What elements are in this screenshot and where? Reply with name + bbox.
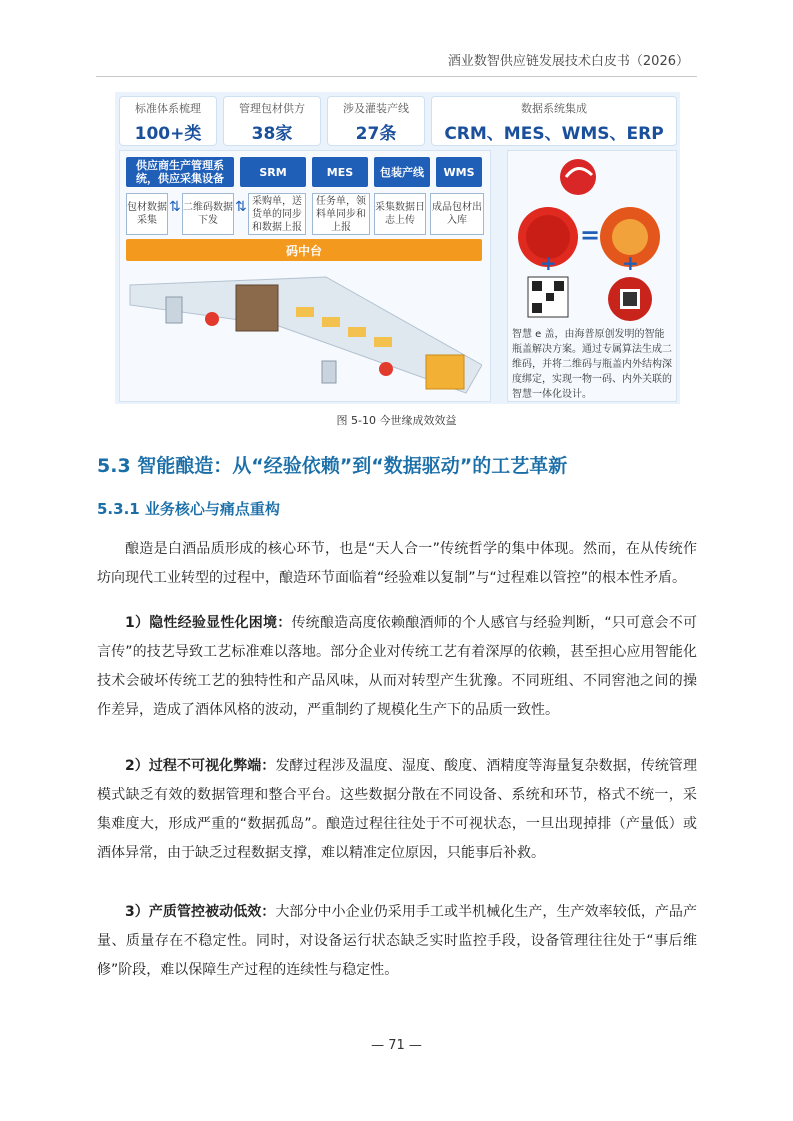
flow-arrow-icon: ⇅: [235, 199, 247, 215]
intro-paragraph: 酿造是白酒品质形成的核心环节，也是“天人合一”传统哲学的集中体现。然而，在从传统作坊向现代工业转型的过程中，酿造环节面临着“经验难以复制”与“过程难以管控”的根本性矛盾。: [97, 541, 697, 586]
stat-value: CRM、MES、WMS、ERP: [444, 124, 664, 144]
paragraph-term: 2）过程不可视化弊端：: [125, 758, 276, 774]
stat-card: [119, 96, 217, 146]
figure-panel: [115, 92, 680, 404]
paragraph-term: 1）隐性经验显性化困境：: [125, 615, 292, 631]
plus-symbol: +: [540, 251, 557, 275]
stat-label: 数据系统集成: [521, 102, 587, 115]
system-box: SRM: [240, 157, 306, 187]
stat-card: [431, 96, 677, 146]
stat-value: 27条: [355, 124, 397, 144]
stat-value: 100+类: [134, 124, 202, 144]
flow-box: 二维码数据下发: [182, 193, 234, 235]
system-box: 包装产线: [374, 157, 430, 187]
cap-description: 智慧 e 盖，由海普原创发明的智能瓶盖解决方案。通过专属算法生成二维码，并将二维码与瓶盖内外结构深度绑定，实现一物一码、内外关联的智慧一体化设计。: [512, 329, 672, 400]
flow-box: 包材数据采集: [126, 193, 168, 235]
figure-caption: 图 5-10 今世缘成效效益: [336, 414, 457, 427]
system-box: WMS: [436, 157, 482, 187]
paragraph-2: [97, 752, 697, 868]
system-architecture-panel: [119, 150, 491, 402]
stat-card: [223, 96, 321, 146]
header-divider: [96, 76, 697, 77]
paragraph-text: 发酵过程涉及温度、湿度、酸度、酒精度等海量复杂数据，传统管理模式缺乏有效的数据管理和整合平台。这些数据分散在不同设备、系统和环节，格式不统一，采集难度大，形成严重的“数据孤岛”。酿造过程往往处于不可视状态，一旦出现掉排（产量低）或酒体异常，由于缺乏过程数据支撑，难以精准定位原因，只能事后补救。: [97, 758, 697, 861]
system-box: MES: [312, 157, 368, 187]
flow-box: 采集数据日志上传: [374, 193, 426, 235]
code-platform-bar: 码中台: [126, 239, 482, 261]
running-header: 酒业数智供应链发展技术白皮书（2026）: [447, 54, 689, 69]
stat-label: 标准体系梳理: [135, 102, 201, 115]
paragraph-text: 大部分中小企业仍采用手工或半机械化生产，生产效率较低，产品产量、质量存在不稳定性。同时，对设备运行状态缺乏实时监控手段，设备管理往往处于“事后维修”阶段，难以保障生产过程的连续性与稳定性。: [97, 904, 697, 978]
paragraph-3: [97, 898, 697, 985]
stat-card: [327, 96, 425, 146]
flow-box: 任务单，领料单同步和上报: [312, 193, 370, 235]
system-box: 供应商生产管理系统，供应采集设备: [126, 157, 234, 187]
subsection-heading: 5.3.1 业务核心与痛点重构: [97, 500, 280, 518]
paragraph-1: [97, 609, 697, 725]
stat-value: 38家: [251, 124, 293, 144]
flow-box: 成品包材出入库: [430, 193, 484, 235]
stat-label: 涉及灌装产线: [343, 102, 409, 115]
paragraph-term: 3）产质管控被动低效：: [125, 904, 276, 920]
equals-symbol: =: [580, 221, 601, 249]
section-heading: 5.3 智能酿造：从“经验依赖”到“数据驱动”的工艺革新: [97, 455, 568, 477]
stat-label: 管理包材供方: [239, 102, 305, 115]
smart-cap-panel: [507, 150, 677, 402]
plus-symbol: +: [622, 251, 639, 275]
production-line-illustration: [126, 265, 482, 397]
flow-arrow-icon: ⇅: [169, 199, 181, 215]
page-number: — 71 —: [371, 1038, 422, 1053]
flow-box: 采购单，送货单的同步和数据上报: [248, 193, 306, 235]
paragraph-text: 传统酿造高度依赖酿酒师的个人感官与经验判断，“只可意会不可言传”的技艺导致工艺标准难以落地。部分企业对传统工艺有着深厚的依赖，甚至担心应用智能化技术会破坏传统工艺的独特性和产品风味，从而对转型产生犹豫。不同班组、不同窖池之间的操作差异，造成了酒体风格的波动，严重制约了规模化生产下的品质一致性。: [97, 615, 697, 718]
